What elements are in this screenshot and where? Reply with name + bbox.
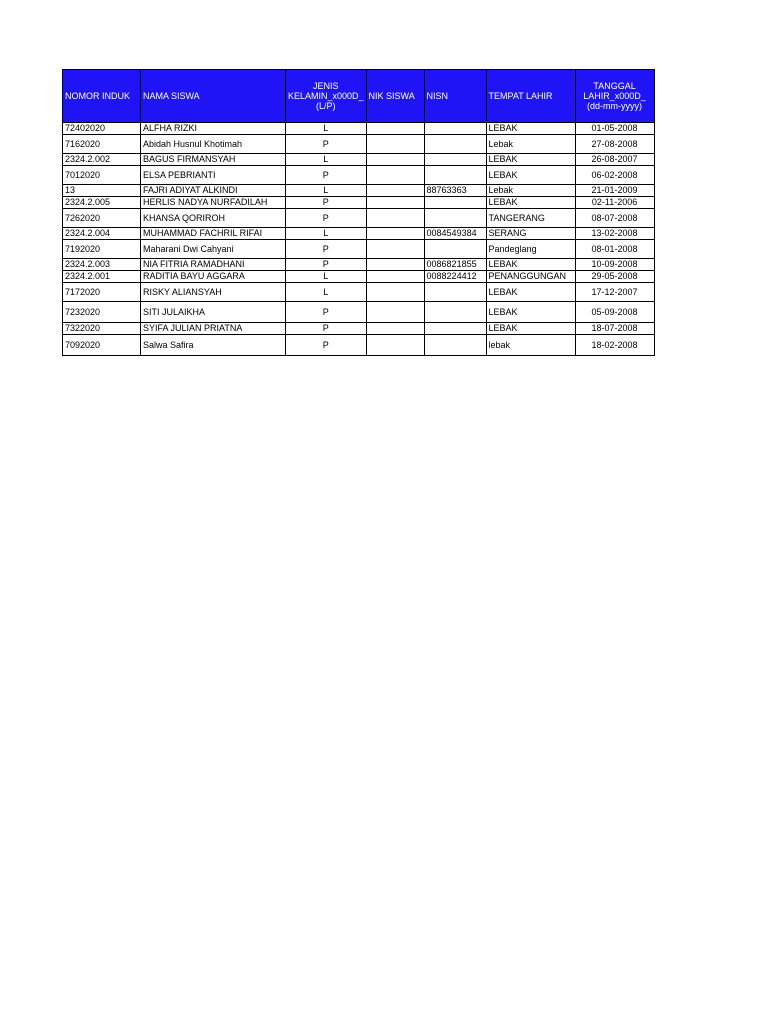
cell-nama-siswa: KHANSA QORIROH (141, 209, 286, 228)
cell-nik-siswa (366, 185, 424, 197)
cell-nik-siswa (366, 323, 424, 335)
cell-tanggal-lahir: 05-09-2008 (575, 302, 654, 323)
table-row (63, 240, 655, 259)
cell-nama-siswa: ALFHA RIZKI (141, 123, 286, 135)
cell-tanggal-lahir: 18-07-2008 (575, 323, 654, 335)
header-tempat-lahir: TEMPAT LAHIR (486, 70, 575, 123)
header-row (63, 70, 655, 123)
cell-nik-siswa (366, 259, 424, 271)
cell-tanggal-lahir: 01-05-2008 (575, 123, 654, 135)
cell-jenis-kelamin: P (286, 259, 367, 271)
header-nama-siswa: NAMA SISWA (141, 70, 286, 123)
cell-nisn: 0088224412 (424, 271, 486, 283)
cell-nomor-induk: 2324.2.001 (63, 271, 141, 283)
cell-nama-siswa: SITI JULAIKHA (141, 302, 286, 323)
cell-tanggal-lahir: 26-08-2007 (575, 154, 654, 166)
cell-nomor-induk: 7262020 (63, 209, 141, 228)
cell-nomor-induk: 2324.2.005 (63, 197, 141, 209)
cell-nama-siswa: Maharani Dwi Cahyani (141, 240, 286, 259)
cell-nama-siswa: NIA FITRIA RAMADHANI (141, 259, 286, 271)
cell-tempat-lahir: Lebak (486, 185, 575, 197)
cell-tempat-lahir: LEBAK (486, 123, 575, 135)
table-row (63, 166, 655, 185)
cell-tempat-lahir: LEBAK (486, 154, 575, 166)
cell-jenis-kelamin: L (286, 271, 367, 283)
cell-jenis-kelamin: P (286, 197, 367, 209)
table-row (63, 209, 655, 228)
cell-tempat-lahir: LEBAK (486, 283, 575, 302)
cell-nomor-induk: 2324.2.003 (63, 259, 141, 271)
cell-nik-siswa (366, 240, 424, 259)
cell-nomor-induk: 7172020 (63, 283, 141, 302)
cell-nik-siswa (366, 135, 424, 154)
cell-tanggal-lahir: 13-02-2008 (575, 228, 654, 240)
cell-nama-siswa: HERLIS NADYA NURFADILAH (141, 197, 286, 209)
cell-tempat-lahir: LEBAK (486, 197, 575, 209)
cell-jenis-kelamin: L (286, 228, 367, 240)
cell-nik-siswa (366, 228, 424, 240)
cell-nik-siswa (366, 154, 424, 166)
cell-nama-siswa: FAJRI ADIYAT ALKINDI (141, 185, 286, 197)
cell-tempat-lahir: SERANG (486, 228, 575, 240)
cell-nik-siswa (366, 283, 424, 302)
cell-nisn (424, 283, 486, 302)
cell-tanggal-lahir: 10-09-2008 (575, 259, 654, 271)
cell-tanggal-lahir: 08-07-2008 (575, 209, 654, 228)
cell-jenis-kelamin: P (286, 335, 367, 356)
cell-nik-siswa (366, 209, 424, 228)
cell-nama-siswa: SYIFA JULIAN PRIATNA (141, 323, 286, 335)
cell-nomor-induk: 7322020 (63, 323, 141, 335)
cell-tanggal-lahir: 17-12-2007 (575, 283, 654, 302)
cell-nisn: 88763363 (424, 185, 486, 197)
table-row (63, 123, 655, 135)
header-nisn: NISN (424, 70, 486, 123)
cell-jenis-kelamin: L (286, 283, 367, 302)
cell-nisn (424, 209, 486, 228)
cell-tanggal-lahir: 06-02-2008 (575, 166, 654, 185)
table-row (63, 197, 655, 209)
cell-nik-siswa (366, 123, 424, 135)
cell-tanggal-lahir: 18-02-2008 (575, 335, 654, 356)
cell-nisn: 0084549384 (424, 228, 486, 240)
cell-nik-siswa (366, 271, 424, 283)
cell-tanggal-lahir: 21-01-2009 (575, 185, 654, 197)
cell-nisn (424, 135, 486, 154)
cell-nik-siswa (366, 197, 424, 209)
table-row (63, 335, 655, 356)
cell-tempat-lahir: LEBAK (486, 166, 575, 185)
cell-tempat-lahir: LEBAK (486, 323, 575, 335)
cell-nomor-induk: 7162020 (63, 135, 141, 154)
cell-nisn (424, 123, 486, 135)
cell-nisn (424, 302, 486, 323)
table-row (63, 135, 655, 154)
table-row (63, 259, 655, 271)
cell-nama-siswa: BAGUS FIRMANSYAH (141, 154, 286, 166)
cell-jenis-kelamin: P (286, 240, 367, 259)
cell-jenis-kelamin: P (286, 209, 367, 228)
header-jenis-kelamin: JENIS KELAMIN_x000D_ (L/P) (286, 70, 367, 123)
cell-nisn (424, 323, 486, 335)
table-row (63, 185, 655, 197)
cell-nisn (424, 166, 486, 185)
cell-nisn: 0086821855 (424, 259, 486, 271)
cell-jenis-kelamin: P (286, 166, 367, 185)
cell-jenis-kelamin: P (286, 135, 367, 154)
table-row (63, 154, 655, 166)
cell-nik-siswa (366, 302, 424, 323)
cell-nama-siswa: RISKY ALIANSYAH (141, 283, 286, 302)
cell-tanggal-lahir: 27-08-2008 (575, 135, 654, 154)
table-row (63, 271, 655, 283)
cell-nama-siswa: Abidah Husnul Khotimah (141, 135, 286, 154)
cell-jenis-kelamin: L (286, 185, 367, 197)
table-row (63, 283, 655, 302)
cell-nisn (424, 154, 486, 166)
cell-nama-siswa: Salwa Safira (141, 335, 286, 356)
cell-nomor-induk: 72402020 (63, 123, 141, 135)
cell-nik-siswa (366, 335, 424, 356)
cell-tempat-lahir: PENANGGUNGAN (486, 271, 575, 283)
header-tanggal-lahir: TANGGAL LAHIR_x000D_ (dd-mm-yyyy) (575, 70, 654, 123)
cell-nomor-induk: 2324.2.004 (63, 228, 141, 240)
table-row (63, 323, 655, 335)
cell-tempat-lahir: TANGERANG (486, 209, 575, 228)
cell-tempat-lahir: LEBAK (486, 302, 575, 323)
cell-jenis-kelamin: P (286, 323, 367, 335)
cell-jenis-kelamin: P (286, 302, 367, 323)
student-table (62, 69, 655, 356)
table-row (63, 228, 655, 240)
cell-nik-siswa (366, 166, 424, 185)
cell-nisn (424, 197, 486, 209)
table-row (63, 302, 655, 323)
cell-nomor-induk: 2324.2.002 (63, 154, 141, 166)
cell-nomor-induk: 7232020 (63, 302, 141, 323)
cell-jenis-kelamin: L (286, 123, 367, 135)
cell-nomor-induk: 13 (63, 185, 141, 197)
cell-nama-siswa: ELSA PEBRIANTI (141, 166, 286, 185)
cell-tanggal-lahir: 29-05-2008 (575, 271, 654, 283)
header-nomor-induk: NOMOR INDUK (63, 70, 141, 123)
cell-jenis-kelamin: L (286, 154, 367, 166)
cell-nama-siswa: RADITIA BAYU AGGARA (141, 271, 286, 283)
cell-nisn (424, 335, 486, 356)
cell-nisn (424, 240, 486, 259)
cell-tempat-lahir: LEBAK (486, 259, 575, 271)
cell-nomor-induk: 7192020 (63, 240, 141, 259)
header-nik-siswa: NIK SISWA (366, 70, 424, 123)
cell-tanggal-lahir: 02-11-2006 (575, 197, 654, 209)
cell-nama-siswa: MUHAMMAD FACHRIL RIFAI (141, 228, 286, 240)
cell-tanggal-lahir: 08-01-2008 (575, 240, 654, 259)
cell-tempat-lahir: lebak (486, 335, 575, 356)
cell-tempat-lahir: Lebak (486, 135, 575, 154)
cell-nomor-induk: 7012020 (63, 166, 141, 185)
cell-tempat-lahir: Pandeglang (486, 240, 575, 259)
cell-nomor-induk: 7092020 (63, 335, 141, 356)
